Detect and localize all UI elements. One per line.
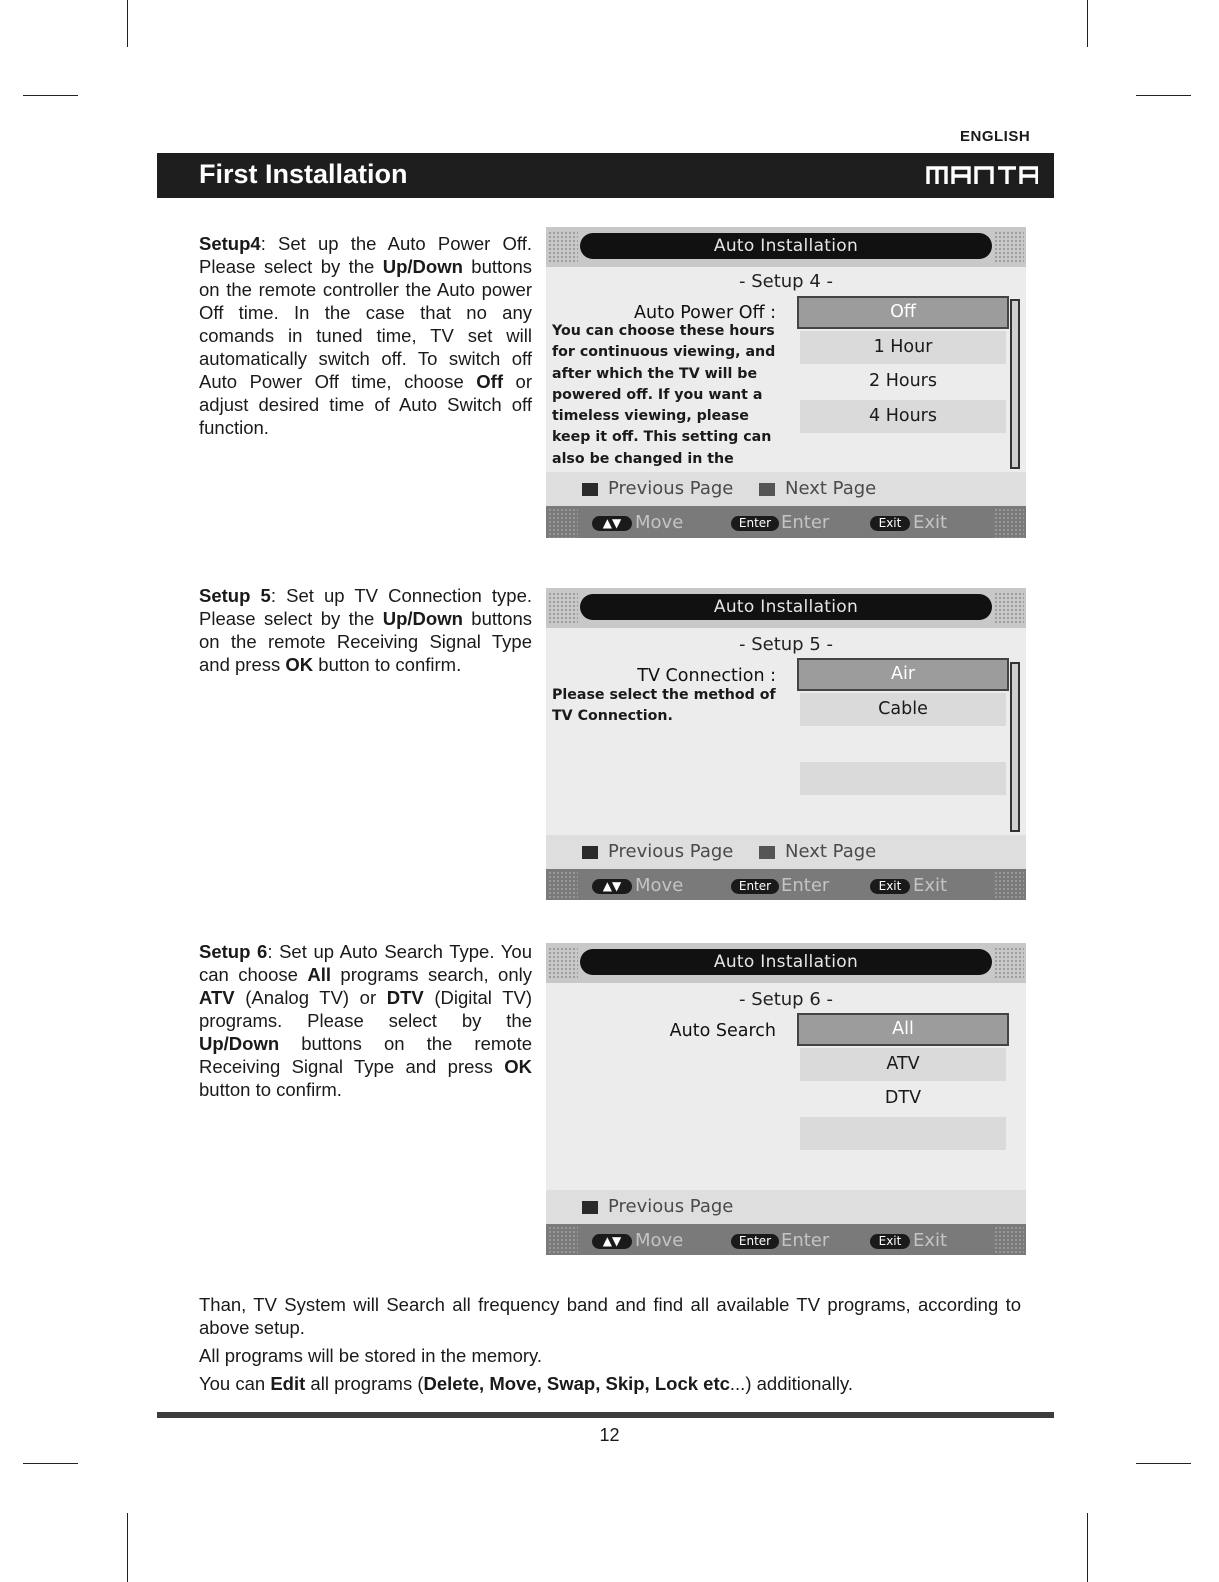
page-nav-row xyxy=(546,472,1026,506)
updown-key-icon: ▲▼ xyxy=(592,516,632,531)
edit-note xyxy=(199,1372,1021,1395)
setup4-description xyxy=(199,232,532,439)
next-page[interactable]: Next Page xyxy=(785,478,877,499)
exit-key-icon: Exit xyxy=(870,879,910,894)
updown-key-icon: ▲▼ xyxy=(592,879,632,894)
exit-key-icon: Exit xyxy=(870,516,910,531)
crop-mark xyxy=(23,1463,78,1464)
next-page[interactable]: Next Page xyxy=(785,841,877,862)
setup4-screen xyxy=(546,227,1026,538)
step-label: Setup 5 xyxy=(199,585,271,606)
crop-mark xyxy=(127,0,128,47)
option-4-hours[interactable]: 4 Hours xyxy=(800,400,1006,433)
crop-mark xyxy=(23,95,78,96)
key-hint-bar xyxy=(546,506,1026,538)
red-key-icon xyxy=(582,846,598,859)
enter-label: Enter xyxy=(781,1230,830,1251)
option-label: Auto Search xyxy=(669,1021,776,1041)
language-label: ENGLISH xyxy=(960,128,1031,145)
crop-mark xyxy=(127,1513,128,1582)
dot-pattern xyxy=(548,871,578,900)
red-key-icon xyxy=(582,483,598,496)
crop-mark xyxy=(1136,1463,1191,1464)
exit-key-icon: Exit xyxy=(870,1234,910,1249)
desc-text: buttons on the remote Receiving Signal Type and press xyxy=(199,1033,532,1077)
page-nav-row xyxy=(546,1190,1026,1224)
desc-text: button to confirm. xyxy=(313,654,462,675)
option-empty xyxy=(800,762,1006,795)
previous-page[interactable]: Previous Page xyxy=(608,841,734,862)
desc-bold: All xyxy=(307,964,331,985)
page-nav-row xyxy=(546,835,1026,869)
option-label: TV Connection : xyxy=(637,666,776,686)
desc-text: (Analog TV) or xyxy=(234,987,387,1008)
option-air[interactable]: Air xyxy=(797,658,1009,691)
move-label: Move xyxy=(635,512,684,533)
edit-bold: Edit xyxy=(270,1373,306,1394)
dot-pattern xyxy=(548,1226,578,1255)
option-atv[interactable]: ATV xyxy=(800,1048,1006,1081)
help-text: Please select the method of TV Connection. xyxy=(552,687,776,725)
desc-text: : Set up Auto Search Type. You can choose xyxy=(199,941,532,985)
dot-pattern xyxy=(994,508,1024,538)
screen-title: Auto Installation xyxy=(580,233,992,259)
setup-label: - Setup 5 - xyxy=(739,634,833,655)
screen-titlebar xyxy=(546,588,1026,628)
page-number: 12 xyxy=(599,1425,620,1445)
setup6-description xyxy=(199,940,532,1101)
scrollbar[interactable] xyxy=(1010,662,1020,832)
desc-bold: OK xyxy=(504,1056,532,1077)
setup5-screen xyxy=(546,588,1026,900)
setup-label: - Setup 6 - xyxy=(739,989,833,1010)
crop-mark xyxy=(1087,0,1088,47)
screen-titlebar xyxy=(546,943,1026,983)
brand-logo xyxy=(926,162,1038,192)
option-cable[interactable]: Cable xyxy=(800,693,1006,726)
option-1-hour[interactable]: 1 Hour xyxy=(800,331,1006,364)
dot-pattern xyxy=(548,947,578,979)
exit-label: Exit xyxy=(913,875,948,896)
edit-bold: Delete, Move, Swap, Skip, Lock etc xyxy=(423,1373,730,1394)
edit-text: ...) additionally. xyxy=(729,1373,853,1394)
move-label: Move xyxy=(635,1230,684,1251)
enter-key-icon: Enter xyxy=(731,1234,779,1249)
updown-key-icon: ▲▼ xyxy=(592,1234,632,1249)
green-key-icon xyxy=(759,846,775,859)
edit-text: all programs ( xyxy=(305,1373,424,1394)
memory-note: All programs will be stored in the memory. xyxy=(199,1345,543,1366)
option-off[interactable]: Off xyxy=(797,296,1009,329)
dot-pattern xyxy=(548,592,578,624)
enter-label: Enter xyxy=(781,512,830,533)
option-2-hours[interactable]: 2 Hours xyxy=(869,371,937,391)
desc-bold: Off xyxy=(476,371,503,392)
previous-page[interactable]: Previous Page xyxy=(608,478,734,499)
screen-titlebar xyxy=(546,227,1026,267)
section-header xyxy=(157,153,1054,198)
previous-page[interactable]: Previous Page xyxy=(608,1196,734,1217)
dot-pattern xyxy=(994,231,1024,263)
option-dtv[interactable]: DTV xyxy=(884,1088,922,1108)
desc-bold: Up/Down xyxy=(382,256,463,277)
exit-label: Exit xyxy=(913,1230,948,1251)
exit-label: Exit xyxy=(913,512,948,533)
green-key-icon xyxy=(759,483,775,496)
dot-pattern xyxy=(548,231,578,263)
desc-text: or adjust desired time of Auto Switch off function. xyxy=(199,371,532,438)
dot-pattern xyxy=(994,1226,1024,1255)
page-title: First Installation xyxy=(199,159,408,189)
screen-title: Auto Installation xyxy=(580,594,992,620)
dot-pattern xyxy=(994,947,1024,979)
desc-bold: DTV xyxy=(386,987,424,1008)
desc-text: buttons on the remote controller the Auto power Off time. In the case that no any comands in tuned time, TV set will automatically switch off. To switch off Auto Power Off time, choose xyxy=(199,256,532,392)
key-hint-bar xyxy=(546,869,1026,900)
enter-label: Enter xyxy=(781,875,830,896)
option-all[interactable]: All xyxy=(797,1013,1009,1046)
desc-text: button to confirm. xyxy=(199,1079,342,1100)
desc-text: (Digital TV) programs. Please select by the xyxy=(199,987,532,1031)
scrollbar[interactable] xyxy=(1010,299,1020,469)
setup-label: - Setup 4 - xyxy=(739,271,833,292)
help-text: You can choose these hours for continuous viewing, and after which the TV will be powered off. If you want a timeless viewing, please keep it off. This setting can also be changed in the xyxy=(552,323,776,467)
desc-text: : Set up TV Connection type. Please select by the xyxy=(199,585,532,629)
enter-key-icon: Enter xyxy=(731,516,779,531)
red-key-icon xyxy=(582,1201,598,1214)
crop-mark xyxy=(1136,95,1191,96)
desc-bold: OK xyxy=(285,654,314,675)
key-hint-bar xyxy=(546,1224,1026,1255)
screen-title: Auto Installation xyxy=(580,949,992,975)
move-label: Move xyxy=(635,875,684,896)
footer-rule xyxy=(157,1412,1054,1418)
setup5-description xyxy=(199,584,532,676)
setup6-screen xyxy=(546,943,1026,1255)
dot-pattern xyxy=(548,508,578,538)
dot-pattern xyxy=(994,871,1024,900)
step-label: Setup4 xyxy=(199,233,261,254)
edit-text: You can xyxy=(199,1373,271,1394)
desc-bold: Up/Down xyxy=(382,608,463,629)
step-label: Setup 6 xyxy=(199,941,268,962)
desc-text: programs search, only xyxy=(330,964,532,985)
option-label: Auto Power Off : xyxy=(634,303,776,323)
enter-key-icon: Enter xyxy=(731,879,779,894)
desc-bold: ATV xyxy=(199,987,235,1008)
search-note: Than, TV System will Search all frequency band and find all available TV programs, according to above setup. xyxy=(199,1294,1021,1338)
desc-bold: Up/Down xyxy=(199,1033,280,1054)
manta-logo-icon xyxy=(926,163,1038,185)
option-empty xyxy=(800,1117,1006,1150)
crop-mark xyxy=(1087,1513,1088,1582)
desc-text: buttons on the remote Receiving Signal Type and press xyxy=(199,608,532,675)
desc-text: : Set up the Auto Power Off. Please select by the xyxy=(199,233,532,277)
dot-pattern xyxy=(994,592,1024,624)
